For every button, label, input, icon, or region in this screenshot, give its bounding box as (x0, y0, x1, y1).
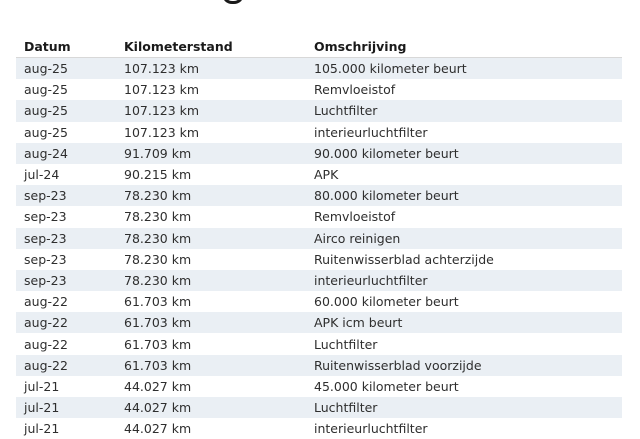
cell-datum: aug-22 (16, 333, 116, 354)
cropped-title-fragment (222, 0, 244, 4)
column-header-datum: Datum (16, 35, 116, 58)
table-row (16, 397, 622, 418)
table-row (16, 206, 622, 227)
cell-omschrijving: 80.000 kilometer beurt (306, 185, 622, 206)
cell-datum: sep-23 (16, 228, 116, 249)
cell-datum: aug-24 (16, 143, 116, 164)
table-row (16, 228, 622, 249)
cell-kilometerstand: 44.027 km (116, 418, 306, 439)
cell-kilometerstand: 78.230 km (116, 270, 306, 291)
cell-datum: aug-25 (16, 122, 116, 143)
column-header-kilometerstand: Kilometerstand (116, 35, 306, 58)
cell-datum: aug-22 (16, 312, 116, 333)
cell-omschrijving: Airco reinigen (306, 228, 622, 249)
cell-omschrijving: Ruitenwisserblad voorzijde (306, 355, 622, 376)
table-row (16, 100, 622, 121)
cell-kilometerstand: 107.123 km (116, 79, 306, 100)
cell-datum: jul-24 (16, 164, 116, 185)
table-row (16, 185, 622, 206)
cell-datum: jul-21 (16, 397, 116, 418)
cell-omschrijving: 90.000 kilometer beurt (306, 143, 622, 164)
table-body (16, 58, 622, 439)
cell-omschrijving: APK icm beurt (306, 312, 622, 333)
cell-kilometerstand: 78.230 km (116, 185, 306, 206)
maintenance-history-table-container (16, 35, 622, 439)
table-row (16, 418, 622, 439)
cell-kilometerstand: 61.703 km (116, 355, 306, 376)
cell-kilometerstand: 44.027 km (116, 397, 306, 418)
cell-omschrijving: interieurluchtfilter (306, 122, 622, 143)
cell-kilometerstand: 44.027 km (116, 376, 306, 397)
cell-datum: sep-23 (16, 270, 116, 291)
cell-datum: jul-21 (16, 376, 116, 397)
column-header-omschrijving: Omschrijving (306, 35, 622, 58)
cell-omschrijving: Remvloeistof (306, 206, 622, 227)
table-row (16, 376, 622, 397)
table-row (16, 333, 622, 354)
cell-omschrijving: Luchtfilter (306, 397, 622, 418)
cell-omschrijving: Remvloeistof (306, 79, 622, 100)
cell-datum: aug-22 (16, 291, 116, 312)
cell-kilometerstand: 91.709 km (116, 143, 306, 164)
cell-omschrijving: APK (306, 164, 622, 185)
table-header (16, 35, 622, 58)
cell-datum: aug-22 (16, 355, 116, 376)
cell-kilometerstand: 78.230 km (116, 228, 306, 249)
cell-omschrijving: interieurluchtfilter (306, 418, 622, 439)
table-row (16, 164, 622, 185)
table-row (16, 143, 622, 164)
cell-kilometerstand: 78.230 km (116, 249, 306, 270)
cell-datum: aug-25 (16, 79, 116, 100)
cell-datum: sep-23 (16, 249, 116, 270)
cell-datum: aug-25 (16, 100, 116, 121)
cell-datum: aug-25 (16, 58, 116, 80)
cell-kilometerstand: 107.123 km (116, 100, 306, 121)
cell-omschrijving: 60.000 kilometer beurt (306, 291, 622, 312)
table-row (16, 312, 622, 333)
cell-omschrijving: Ruitenwisserblad achterzijde (306, 249, 622, 270)
cell-kilometerstand: 107.123 km (116, 58, 306, 80)
cell-omschrijving: interieurluchtfilter (306, 270, 622, 291)
cell-kilometerstand: 107.123 km (116, 122, 306, 143)
cell-datum: jul-21 (16, 418, 116, 439)
cell-omschrijving: 105.000 kilometer beurt (306, 58, 622, 80)
table-row (16, 79, 622, 100)
cell-omschrijving: 45.000 kilometer beurt (306, 376, 622, 397)
cell-kilometerstand: 61.703 km (116, 291, 306, 312)
cell-kilometerstand: 90.215 km (116, 164, 306, 185)
cell-omschrijving: Luchtfilter (306, 100, 622, 121)
table-row (16, 270, 622, 291)
maintenance-history-table (16, 35, 622, 439)
cell-kilometerstand: 61.703 km (116, 333, 306, 354)
table-row (16, 122, 622, 143)
cell-datum: sep-23 (16, 206, 116, 227)
table-row (16, 249, 622, 270)
table-row (16, 291, 622, 312)
cell-datum: sep-23 (16, 185, 116, 206)
header-row (16, 35, 622, 58)
table-row (16, 58, 622, 80)
cell-kilometerstand: 78.230 km (116, 206, 306, 227)
table-row (16, 355, 622, 376)
cell-omschrijving: Luchtfilter (306, 333, 622, 354)
cell-kilometerstand: 61.703 km (116, 312, 306, 333)
